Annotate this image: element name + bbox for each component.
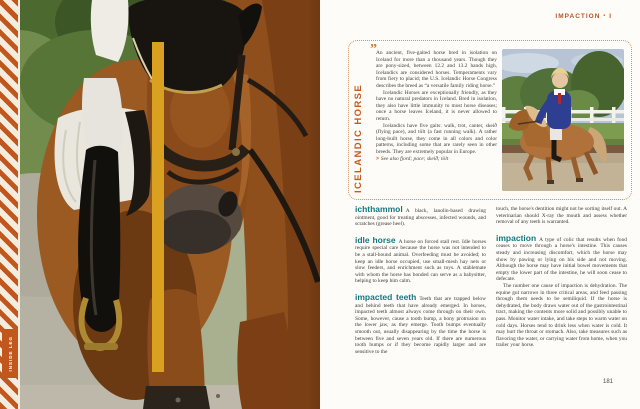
running-head xyxy=(555,13,612,20)
right-page xyxy=(320,0,640,409)
entry-term: ichthammol xyxy=(355,204,403,214)
entry-definition: A black, lanolin-based drawing ointment, good for treating abscesses, infected wounds, and scratches (grease heel). xyxy=(355,208,486,228)
page-number: 181 xyxy=(602,379,613,385)
entry-idle-horse xyxy=(355,234,486,285)
feature-paragraph-3: Icelandics have five gaits: walk, trot, canter, skeið (flying pace), and tölt (a fast running walk). A rather long-built horse, they come in all colors and color patterns, including some that are rarely seen in other breeds. They are extremely popular in Europe. xyxy=(376,122,497,155)
running-head-word: IMPACTION xyxy=(555,13,601,20)
running-head-separator: • xyxy=(603,13,607,19)
feature-paragraph-2: Icelandic Horses are exceptionally friendly, as they have no natural predators in Iceland. Bred in isolation, they also have little immunity to most horse diseases; once a horse leaves Iceland, it is never allowed to return. xyxy=(376,89,497,122)
entry-term: impaction xyxy=(496,232,537,243)
icelandic-horse-photo xyxy=(502,49,624,191)
entry-definition: A horse on forced stall rest. Idle horses require special care because the horse was not intended to be a stall-bound animal. Overfeeding must be avoided; to keep an idle horse occupied, use small-mesh hay nets or slow feeders, and enrichment such as toys. A stablemate with whom the horse has bonded can serve as a babysitter, helping to keep him calm. xyxy=(355,238,486,285)
entry-impaction xyxy=(496,232,627,349)
entries-column-right xyxy=(496,206,627,364)
see-also-line xyxy=(376,156,497,163)
entry-definition-paragraph-2: The number one cause of impaction is dehydration. The equine gut narrows in three critical areas, and feed passing through them needs to be semiliquid. If the horse is dehydrated, the body draws water out of the gastrointestinal tract, making the contents more solid and possibly unable to pass. Monitor water intake, and take steps to warm water on cold days. Horses tend to drink less when water is cold. It may hurt the throat or stomach. Also, take measures such as flavoring the water, or carrying water from home, when you trailer your horse. xyxy=(496,282,627,349)
see-also-text: See also fjord; pace; skeið; tölt xyxy=(380,155,449,162)
entry-definition: touch, the horse's dentition might not be sorting itself out. A veterinarian should X-ray the mouth and assess whether removal of any teeth is warranted. xyxy=(496,206,627,226)
entry-term: idle horse xyxy=(355,234,396,245)
entry-definition: impaction A type of colic that results when food ceases to move through a horse's intestine. This causes steady and increasing discomfort, which the horse may show by pawing or lying on his side and not moving. Although the horse may have initial bowel movements that empty the lower part of the intestine, he will soon cease to defecate. xyxy=(496,232,627,283)
feature-box-title: ICELANDIC HORSE xyxy=(353,83,364,193)
photo-tab-label: INSIDE LEG xyxy=(7,335,13,372)
entries-column-left xyxy=(355,206,486,364)
quote-icon: ” xyxy=(370,42,377,57)
feature-box-icelandic-horse xyxy=(348,40,632,200)
entry-impacted-teeth xyxy=(355,291,486,355)
entry-continuation xyxy=(496,206,627,226)
photo-caption-tab xyxy=(2,329,18,378)
yellow-accent-bar xyxy=(152,42,164,372)
entry-ichthammol xyxy=(355,206,486,228)
feature-box-text xyxy=(376,50,497,162)
entry-definition: Teeth that are trapped below and behind teeth that have already emerged. In horses, impacted teeth almost always come through on their own. Some, however, cause a tooth bump, a bony protrusion on the lower jaw, as they emerge. Tooth bumps eventually smooth out, usually disappearing by the time the horse is between five and seven years old. If there are numerous tooth bumps or if they become rapidly larger and are sensitive to the xyxy=(355,295,486,355)
see-also-arrow-icon: > xyxy=(376,155,379,162)
dictionary-entries xyxy=(355,206,627,364)
feature-paragraph-1: An ancient, five-gaited horse bred in isolation on Iceland for more than a thousand years. Though they are pony-sized, between 12.2 and 13.2 hands high, Icelandics are considered horses. Temperaments vary from fiery to placid; the U.S. Icelandic Horse Congress describes the breed as “a versatile family riding horse.” xyxy=(376,50,497,89)
entry-term: impacted teeth xyxy=(355,291,417,302)
running-head-section-letter: I xyxy=(609,13,612,20)
